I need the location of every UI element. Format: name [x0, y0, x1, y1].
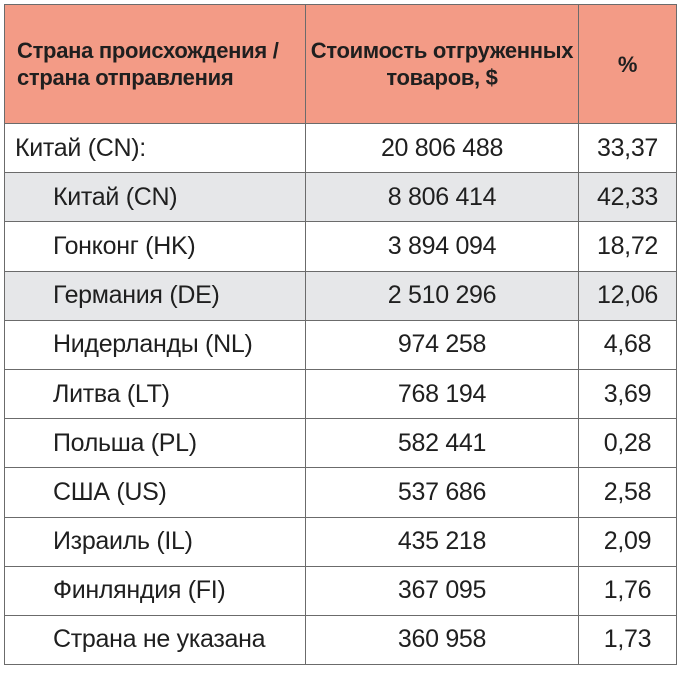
table-body	[5, 124, 677, 665]
header-percent: %	[579, 5, 677, 124]
value-cell: 768 194	[306, 369, 579, 418]
shipment-table	[4, 4, 677, 665]
percent-cell: 18,72	[579, 222, 677, 271]
country-cell: Германия (DE)	[5, 271, 306, 320]
percent-cell: 0,28	[579, 419, 677, 468]
country-cell: Израиль (IL)	[5, 517, 306, 566]
table-row	[5, 517, 677, 566]
percent-cell: 3,69	[579, 369, 677, 418]
country-cell: Литва (LT)	[5, 369, 306, 418]
value-cell: 435 218	[306, 517, 579, 566]
shipment-table-container	[4, 4, 676, 674]
table-row	[5, 468, 677, 517]
table-row	[5, 320, 677, 369]
value-cell: 8 806 414	[306, 173, 579, 222]
percent-cell: 12,06	[579, 271, 677, 320]
header-row	[5, 5, 677, 124]
country-cell: Нидерланды (NL)	[5, 320, 306, 369]
country-cell: США (US)	[5, 468, 306, 517]
country-cell: Китай (CN)	[5, 173, 306, 222]
value-cell: 367 095	[306, 566, 579, 615]
value-cell: 20 806 488	[306, 124, 579, 173]
country-cell: Гонконг (HK)	[5, 222, 306, 271]
table-row	[5, 222, 677, 271]
percent-cell: 42,33	[579, 173, 677, 222]
percent-cell: 2,09	[579, 517, 677, 566]
table-row	[5, 124, 677, 173]
value-cell: 2 510 296	[306, 271, 579, 320]
percent-cell: 2,58	[579, 468, 677, 517]
country-cell: Финляндия (FI)	[5, 566, 306, 615]
value-cell: 974 258	[306, 320, 579, 369]
value-cell: 360 958	[306, 615, 579, 664]
percent-cell: 4,68	[579, 320, 677, 369]
percent-cell: 1,73	[579, 615, 677, 664]
table-row	[5, 173, 677, 222]
header-value: Стоимость отгруженных товаров, $	[306, 5, 579, 124]
value-cell: 537 686	[306, 468, 579, 517]
table-row	[5, 271, 677, 320]
table-row	[5, 566, 677, 615]
header-origin: Страна происхождения / страна отправления	[5, 5, 306, 124]
table-row	[5, 369, 677, 418]
table-row	[5, 615, 677, 664]
country-cell: Китай (CN):	[5, 124, 306, 173]
value-cell: 3 894 094	[306, 222, 579, 271]
percent-cell: 1,76	[579, 566, 677, 615]
value-cell: 582 441	[306, 419, 579, 468]
country-cell: Страна не указана	[5, 615, 306, 664]
percent-cell: 33,37	[579, 124, 677, 173]
table-header	[5, 5, 677, 124]
country-cell: Польша (PL)	[5, 419, 306, 468]
table-row	[5, 419, 677, 468]
